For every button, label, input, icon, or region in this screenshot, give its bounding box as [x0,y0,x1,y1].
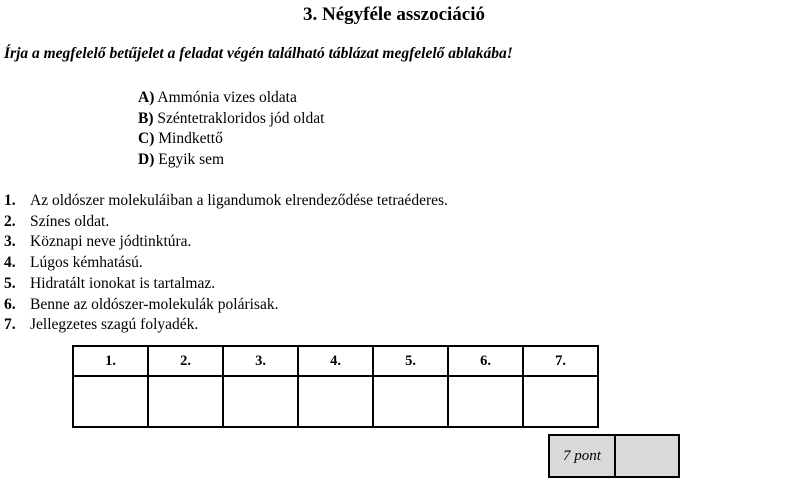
task-instruction: Írja a megfelelő betűjelet a feladat végén található táblázat megfelelő ablakába! [4,45,513,62]
answer-cell-7[interactable] [523,376,598,427]
statement-text: Benne az oldószer-molekulák polárisak. [30,295,279,313]
statement-text: Színes oldat. [30,212,110,230]
option-letter: B) [138,109,154,127]
answer-cell-6[interactable] [448,376,523,427]
statement-number: 2. [4,212,16,230]
statement-number: 1. [4,192,16,209]
answer-cell-5[interactable] [373,376,448,427]
task-title: 3. Négyféle asszociáció [302,4,486,25]
statement-text: Köznapi neve jódtinktúra. [30,233,192,251]
score-box [548,434,680,478]
answer-cell-3[interactable] [223,376,298,427]
answer-header-4: 4. [298,346,373,376]
statement-list [4,191,448,336]
answer-header-6: 6. [448,346,523,376]
option-b [138,109,324,130]
statement-4 [4,253,448,274]
statement-number: 3. [4,233,16,251]
statement-text: Lúgos kémhatású. [30,254,143,272]
statement-text: Az oldószer molekuláiban a ligandumok elrendeződése tetraéderes. [30,192,448,209]
statement-text: Jellegzetes szagú folyadék. [30,316,199,334]
option-text: Egyik sem [158,151,225,169]
statement-6 [4,295,448,316]
statement-5 [4,274,448,295]
option-text: Ammónia vizes oldata [157,89,297,106]
answer-cell-4[interactable] [298,376,373,427]
answer-table-header-row [73,346,598,376]
answer-header-1: 1. [73,346,148,376]
answer-header-7: 7. [523,346,598,376]
option-letter: C) [138,130,155,148]
statement-1 [4,191,448,212]
answer-header-5: 5. [373,346,448,376]
statement-7 [4,315,448,336]
answer-table [72,345,599,428]
answer-header-2: 2. [148,346,223,376]
option-text: Mindkettő [158,130,223,148]
option-letter: A) [138,89,155,106]
answer-cell-2[interactable] [148,376,223,427]
option-list [138,88,324,171]
statement-text: Hidratált ionokat is tartalmaz. [30,274,216,292]
option-c [138,129,324,150]
option-text: Széntetrakloridos jód oldat [157,109,325,127]
statement-3 [4,232,448,253]
option-a [138,88,324,109]
answer-header-3: 3. [223,346,298,376]
statement-number: 4. [4,254,16,272]
answer-table-answer-row [73,376,598,427]
score-value-cell[interactable] [616,436,678,476]
score-label: 7 pont [550,436,616,476]
statement-number: 5. [4,274,16,292]
statement-number: 7. [4,316,16,334]
option-letter: D) [138,151,155,169]
statement-number: 6. [4,295,16,313]
option-d [138,150,324,171]
statement-2 [4,212,448,233]
answer-cell-1[interactable] [73,376,148,427]
